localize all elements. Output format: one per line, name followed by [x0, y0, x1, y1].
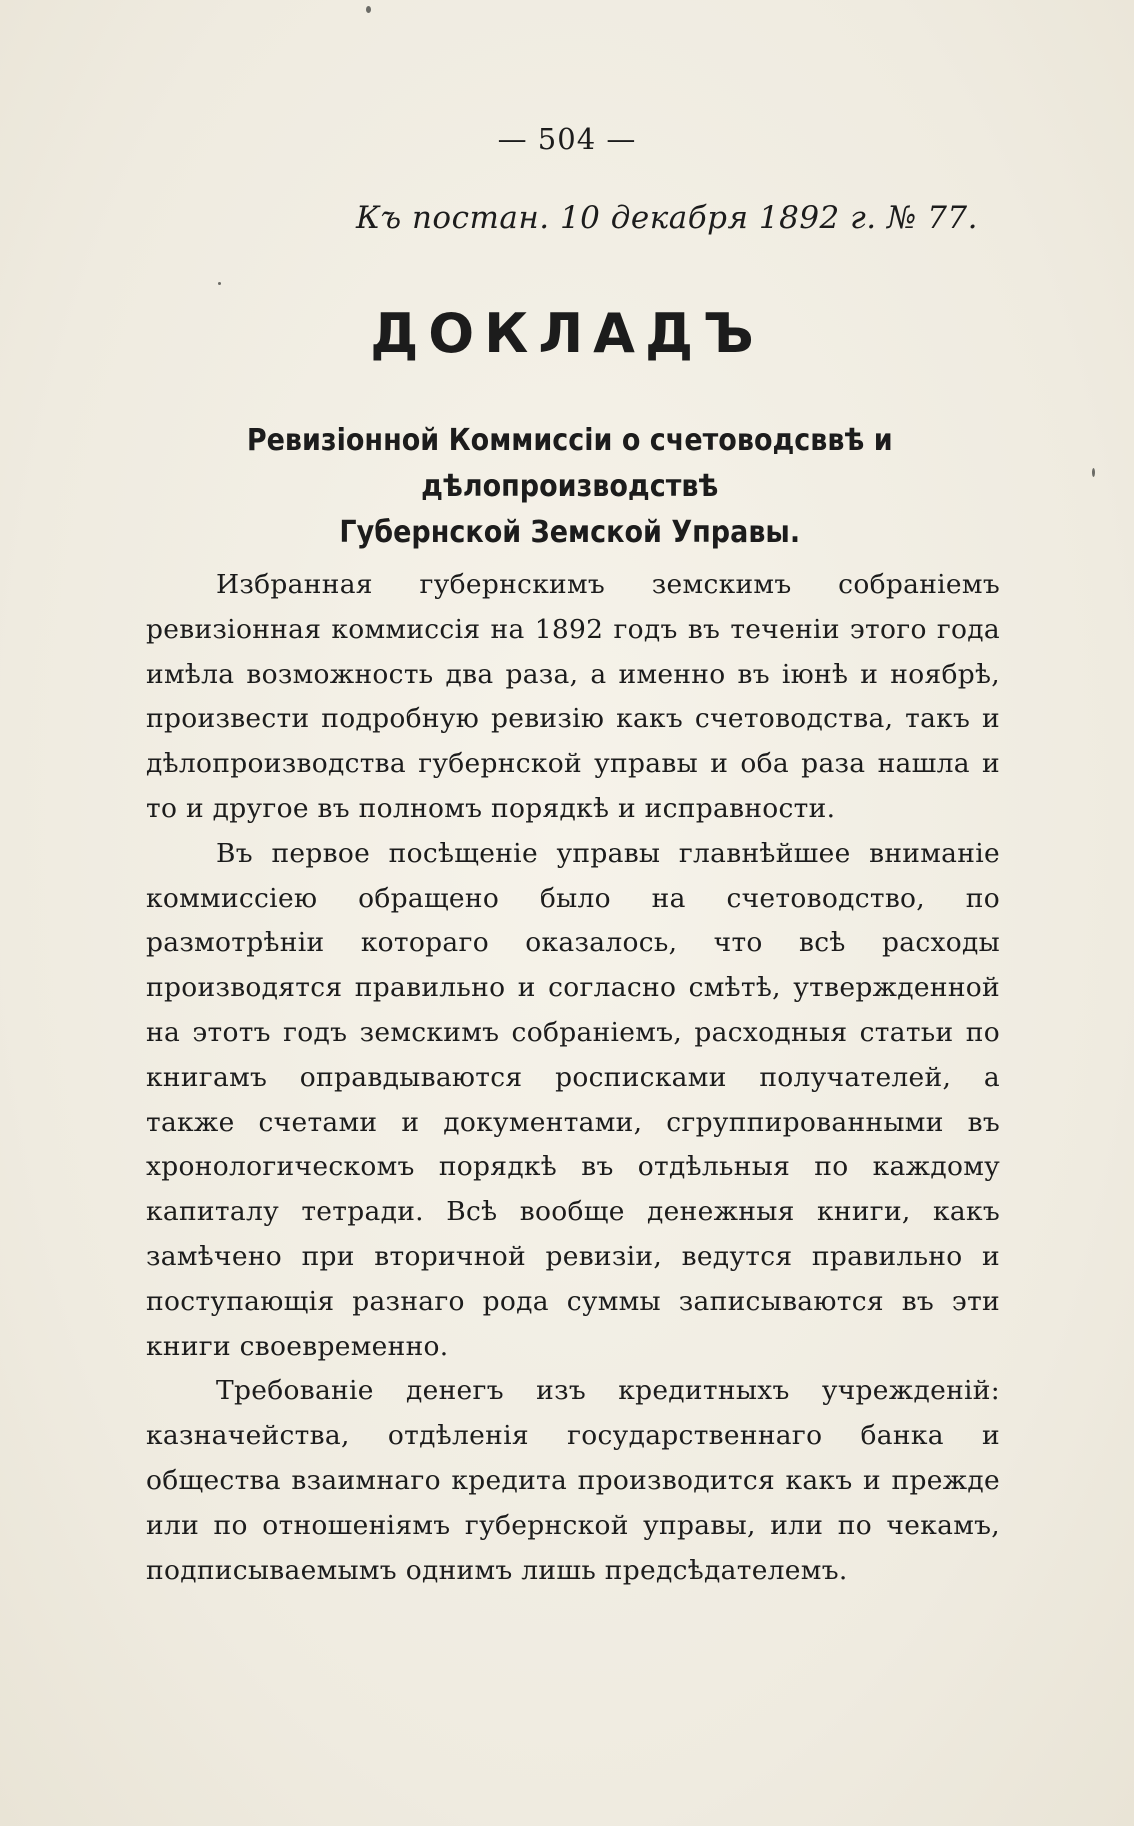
paragraph-3: Требованіе денегъ изъ кредитныхъ учрежденій: казначейства, отдѣленія государственнаго банка и общества взаимнаго кредита производится какъ и прежде или по отношеніямъ губернской управы, или по чекамъ, подписываемымъ однимъ лишь предсѣдателемъ. [146, 1375, 1000, 1586]
subtitle-line-1: Ревизіонной Коммиссіи о счетоводсввѣ и дѣлопроизводствѣ [246, 423, 893, 504]
document-subtitle [140, 418, 1000, 556]
scan-speck-right [1092, 468, 1095, 477]
paragraph-2: Въ первое посѣщеніе управы главнѣйшее вниманіе коммиссіею обращено было на счетоводство, по размотрѣніи котораго оказалось, что всѣ расходы производятся правильно и согласно смѣтѣ, утвержденной на этотъ годъ земскимъ собраніемъ, расходныя статьи по книгамъ оправдываются росписками получателей, а также счетами и документами, сгруппированными въ хронологическомъ порядкѣ въ отдѣльныя по каждому капиталу тетради. Всѣ вообще денежныя книги, какъ замѣчено при вторичной ревизіи, ведутся правильно и поступающія разнаго рода суммы записываются въ эти книги своевременно. [146, 837, 1000, 1362]
scan-speck-top [366, 6, 371, 13]
scan-speck-left [218, 282, 221, 285]
resolution-reference: Къ постан. 10 декабря 1892 г. № 77. [355, 200, 978, 236]
paragraph-1: Избранная губернскимъ земскимъ собраніемъ ревизіонная коммиссія на 1892 годъ въ теченіи этого года имѣла возможность два раза, а именно въ іюнѣ и ноябрѣ, произвести подробную ревизію какъ счетоводства, такъ и дѣлопроизводства губернской управы и оба раза нашла и то и другое въ полномъ порядкѣ и исправности. [146, 569, 1000, 824]
document-title: ДОКЛАДЪ [370, 302, 764, 365]
page-number: — 504 — [497, 122, 637, 156]
subtitle-line-2: Губернской Земской Управы. [339, 515, 801, 550]
report-body [146, 563, 1000, 1593]
